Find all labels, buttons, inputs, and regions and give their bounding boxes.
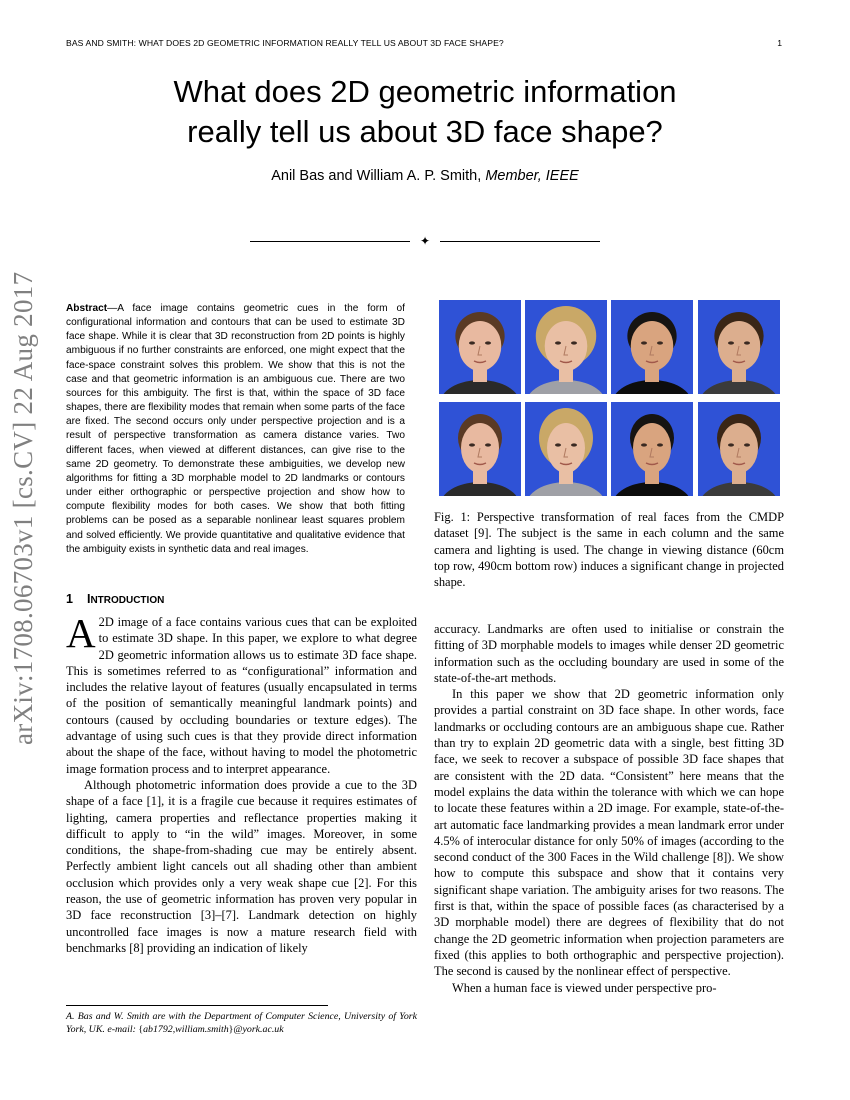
left-column — [66, 610, 417, 956]
face-photo — [611, 402, 693, 496]
face-photo — [525, 402, 607, 496]
title-divider — [250, 234, 600, 250]
section-title-initial: I — [86, 592, 91, 606]
right-paragraph-1: accuracy. Landmarks are often used to initialise or constrain the fitting of 3D morphable models to images while denser 2D geometric information such as the occluding boundary are used in some of the state-of-the-art methods. — [434, 622, 784, 685]
running-head: BAS AND SMITH: WHAT DOES 2D GEOMETRIC INFORMATION REALLY TELL US ABOUT 3D FACE SHAPE? — [66, 38, 504, 48]
page-number: 1 — [777, 38, 782, 48]
abstract-label: Abstract — [66, 303, 108, 314]
footnote-brace-open: { — [138, 1024, 144, 1035]
face-photo — [698, 402, 780, 496]
divider-rule-left — [250, 241, 410, 242]
paper-title-line-2: really tell us about 3D face shape? — [187, 114, 663, 149]
abstract — [66, 302, 405, 557]
abstract-text: —A face image contains geometric cues in the form of configurational information and contours that can be used to estimate 3D face shape. While it is clear that 3D reconstruction from 2D points is highly ambiguous if no further constraints are enforced, one might expect that the face-space constraint solves this problem. We show that this is not the case and that geometric information is an ambiguous cue. There are two sources for this ambiguity. The first is that, within the space of 3D face shapes, there are flexibility modes that remain when some parts of the face are fixed. The second occurs only under perspective projection and is a result of perspective transformation as camera distance varies. Two different faces, when viewed at different distances, can give rise to the same 2D geometry. To demonstrate these ambiguities, we develop new algorithms for fitting a 3D morphable model to 2D landmarks or contours under either orthographic or perspective projection and show how to compute flexibility modes for both cases. We show that both fitting problems can be posed as a separable nonlinear least squares problem and solved efficiently. We provide quantitative and qualitative evidence that the ambiguity exists in synthetic data and real images. — [66, 303, 405, 555]
section-heading — [66, 592, 164, 606]
paper-title-line-1: What does 2D geometric information — [173, 74, 677, 109]
section-title-rest: NTRODUCTION — [90, 595, 165, 606]
intro-paragraph-1-text: 2D image of a face contains various cues that can be exploited to estimate 3D shape. In this paper, we explore to what degree 2D geometric information allows us to estimate 3D face shape. This is sometimes referred to as “configurational” information and includes the relative layout of features (usually encapsulated in terms of the position of semantically meaningful landmark points) and contours (caused by occluding boundaries or texture edges). The advantage of using such cues is that they provide direct information about the shape of the face, without having to model the photometric image formation process and to interpret appearance. — [66, 615, 417, 776]
footnote-brace-close: } — [228, 1024, 234, 1035]
divider-diamond-icon: ✦ — [420, 234, 431, 248]
footnote-rule — [66, 1005, 328, 1006]
footnote-emails: ab1792,william.smith — [143, 1024, 229, 1035]
intro-paragraph-1 — [66, 610, 417, 777]
face-photo — [439, 402, 521, 496]
paper-title — [0, 72, 850, 152]
author-line — [0, 168, 850, 184]
intro-paragraph-2: Although photometric information does provide a cue to the 3D shape of a face [1], it is a fragile cue because it requires estimates of lighting, camera properties and reflectance properties making it difficult to apply to “in the wild” images. Moreover, in some conditions, the shape-from-shading cue may be entirely absent. Perfectly ambient light cancels out all shading other than ambient occlusion which provides only a very weak shape cue [2]. For this reason, the use of geometric information has proven very popular in 3D face reconstruction [3]–[7]. Landmark detection on highly uncontrolled face images is now a mature research field with benchmarks [8] providing an indication of likely — [66, 777, 417, 955]
footnote-domain: @york.ac.uk — [233, 1024, 284, 1035]
face-photo — [525, 300, 607, 394]
face-photo — [698, 300, 780, 394]
arxiv-stamp: arXiv:1708.06703v1 [cs.CV] 22 Aug 2017 — [8, 271, 38, 745]
author-names: Anil Bas and William A. P. Smith, — [271, 168, 486, 184]
right-paragraph-2: In this paper we show that 2D geometric information only provides a partial constraint on 3D face shape. In other words, face landmarks or occluding contours are an ambiguous shape cue. Rather than try to explain 2D geometric data with a single, best fitting 3D face, we seek to recover a subspace of possible 3D face shapes that are consistent with the 2D data. “Consistent” here means that the model explains the data within the tolerance with which we can hope to locate these features within a 2D image. For example, state-of-the-art automatic face landmarking provides a mean landmark error under 4.5% of interocular distance for only 50% of images (according to the second conduct of the 300 Faces in the Wild challenge [8]). We show how to compute this subspace and show that it contains very significant shape variation. The ambiguity arises for two reasons. The first is that, within the space of possible faces (as characterised by a 3D morphable model) there are degrees of flexibility that do not change the 2D geometric information when projection parameters are fixed (this applies to both orthographic and perspective projection). The second is caused by the nonlinear effect of perspective. — [434, 687, 784, 979]
figure-face-grid — [439, 300, 780, 496]
author-membership: Member, IEEE — [485, 168, 579, 184]
section-number: 1 — [66, 592, 73, 606]
right-column — [434, 621, 784, 996]
right-paragraph-3: When a human face is viewed under perspective pro- — [452, 980, 717, 995]
footnote-text: A. Bas and W. Smith are with the Department of Computer Science, University of York York, UK. e-mail: — [66, 1011, 417, 1035]
dropcap: A — [66, 610, 96, 656]
face-photo — [439, 300, 521, 394]
divider-rule-right — [440, 241, 600, 242]
footnote — [66, 1010, 417, 1036]
face-photo — [611, 300, 693, 394]
figure-caption: Fig. 1: Perspective transformation of real faces from the CMDP dataset [9]. The subject is the same in each column and the same camera and lighting is used. The change in viewing distance (60cm top row, 490cm bottom row) induces a significant change in projected shape. — [434, 510, 784, 590]
